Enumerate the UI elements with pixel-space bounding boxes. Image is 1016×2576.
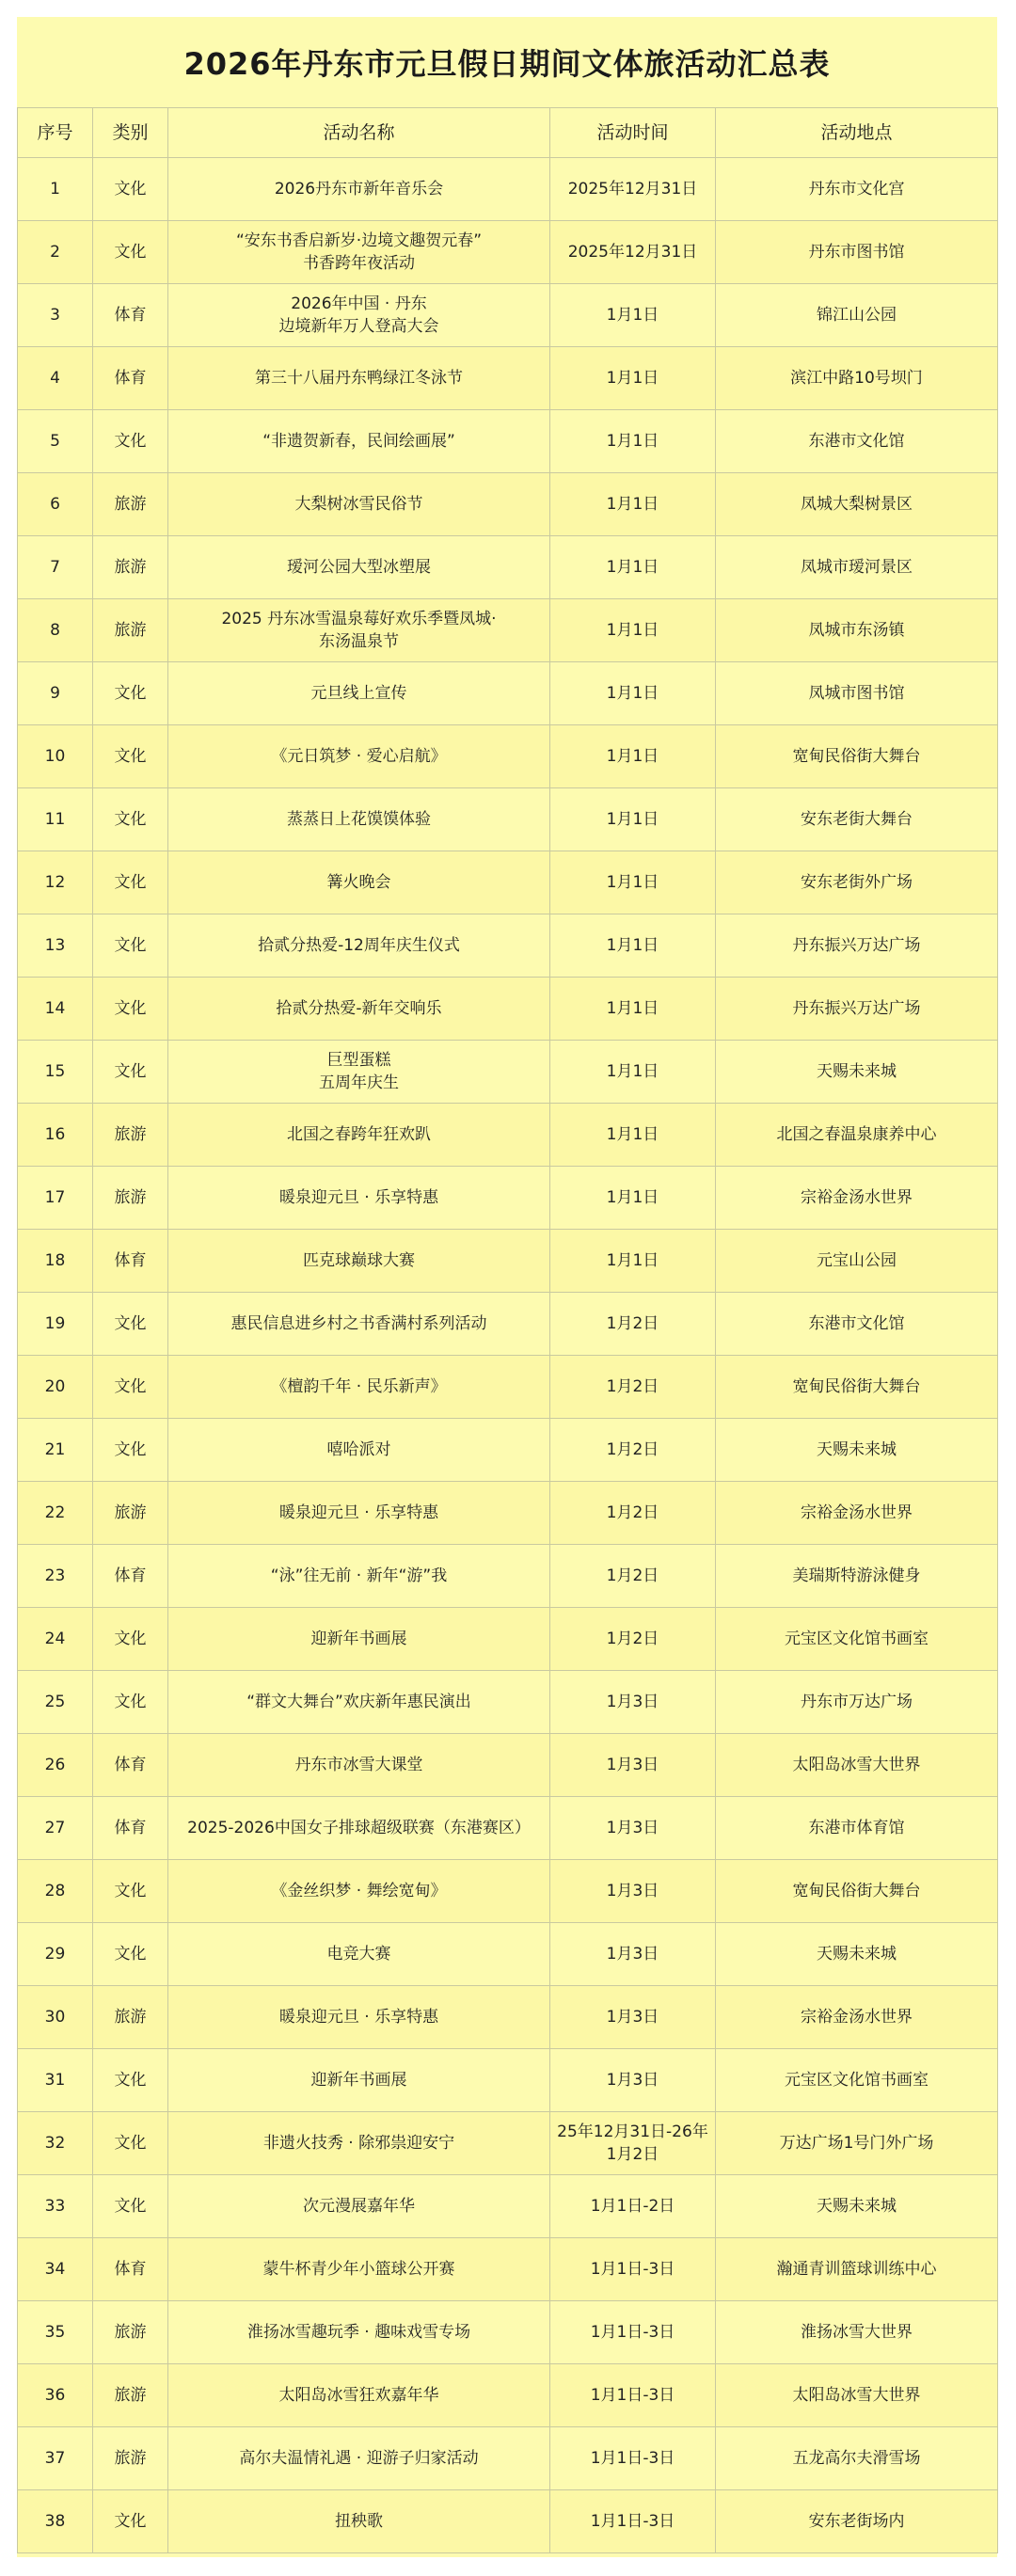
table-row: [18, 2112, 998, 2175]
row-activity-name: “群文大舞台”欢庆新年惠民演出: [168, 1671, 550, 1734]
row-activity-name: 电竞大赛: [168, 1923, 550, 1986]
row-category: 体育: [93, 2238, 168, 2301]
row-activity-time: 1月1日: [550, 788, 716, 851]
table-row: [18, 1167, 998, 1230]
row-activity-name: 瑷河公园大型冰塑展: [168, 536, 550, 599]
table-row: [18, 221, 998, 284]
row-category: 体育: [93, 1230, 168, 1293]
row-activity-location: 丹东市文化宫: [716, 158, 998, 221]
row-activity-time: 25年12月31日-26年1月2日: [550, 2112, 716, 2175]
row-activity-time: 1月1日: [550, 347, 716, 410]
row-index: 20: [18, 1356, 93, 1419]
row-category: 文化: [93, 1356, 168, 1419]
row-activity-location: 淮扬冰雪大世界: [716, 2301, 998, 2364]
row-activity-time: 1月1日: [550, 284, 716, 347]
table-row: [18, 1734, 998, 1797]
row-activity-location: 丹东振兴万达广场: [716, 978, 998, 1041]
row-activity-location: 凤城大梨树景区: [716, 473, 998, 536]
row-category: 文化: [93, 1419, 168, 1482]
row-activity-location: 天赐未来城: [716, 1041, 998, 1104]
table-row: [18, 1797, 998, 1860]
table-row: [18, 1545, 998, 1608]
row-activity-location: 元宝区文化馆书画室: [716, 2049, 998, 2112]
table-row: [18, 1230, 998, 1293]
table-row: [18, 851, 998, 914]
table-row: [18, 788, 998, 851]
row-category: 文化: [93, 662, 168, 725]
row-activity-name: 2026丹东市新年音乐会: [168, 158, 550, 221]
row-category: 文化: [93, 158, 168, 221]
table-row: [18, 1419, 998, 1482]
row-activity-time: 1月3日: [550, 1860, 716, 1923]
table-row: [18, 473, 998, 536]
row-index: 12: [18, 851, 93, 914]
header-activity-name: 活动名称: [168, 108, 550, 158]
row-index: 30: [18, 1986, 93, 2049]
row-activity-name: “非遗贺新春，民间绘画展”: [168, 410, 550, 473]
row-activity-name: 淮扬冰雪趣玩季 · 趣味戏雪专场: [168, 2301, 550, 2364]
row-category: 旅游: [93, 473, 168, 536]
row-category: 体育: [93, 1734, 168, 1797]
row-activity-time: 1月1日-3日: [550, 2427, 716, 2490]
table-row: [18, 2049, 998, 2112]
table-row: [18, 158, 998, 221]
table-header-row: [18, 108, 998, 158]
row-activity-time: 1月1日: [550, 536, 716, 599]
row-activity-time: 1月2日: [550, 1482, 716, 1545]
table-row: [18, 978, 998, 1041]
row-activity-time: 2025年12月31日: [550, 221, 716, 284]
row-index: 4: [18, 347, 93, 410]
row-activity-location: 安东老街大舞台: [716, 788, 998, 851]
row-index: 33: [18, 2175, 93, 2238]
table-row: [18, 1860, 998, 1923]
row-index: 23: [18, 1545, 93, 1608]
row-category: 旅游: [93, 1104, 168, 1167]
table-row: [18, 2238, 998, 2301]
row-category: 文化: [93, 1923, 168, 1986]
row-category: 文化: [93, 2049, 168, 2112]
row-category: 文化: [93, 1041, 168, 1104]
row-activity-location: 东港市文化馆: [716, 410, 998, 473]
row-category: 旅游: [93, 2364, 168, 2427]
row-activity-time: 1月2日: [550, 1293, 716, 1356]
row-activity-name: 次元漫展嘉年华: [168, 2175, 550, 2238]
row-index: 1: [18, 158, 93, 221]
row-activity-name: 巨型蛋糕 五周年庆生: [168, 1041, 550, 1104]
table-row: [18, 662, 998, 725]
row-activity-name: 太阳岛冰雪狂欢嘉年华: [168, 2364, 550, 2427]
row-activity-location: 宽甸民俗街大舞台: [716, 1356, 998, 1419]
row-activity-name: 篝火晚会: [168, 851, 550, 914]
table-row: [18, 2364, 998, 2427]
row-category: 文化: [93, 788, 168, 851]
row-activity-time: 1月1日-3日: [550, 2490, 716, 2553]
row-category: 旅游: [93, 536, 168, 599]
header-category: 类别: [93, 108, 168, 158]
table-row: [18, 599, 998, 662]
row-category: 旅游: [93, 1167, 168, 1230]
activity-table: [17, 107, 998, 2553]
table-row: [18, 410, 998, 473]
row-activity-time: 1月3日: [550, 1734, 716, 1797]
row-activity-location: 凤城市图书馆: [716, 662, 998, 725]
row-activity-time: 1月1日: [550, 1041, 716, 1104]
row-activity-location: 锦江山公园: [716, 284, 998, 347]
row-category: 文化: [93, 2175, 168, 2238]
row-activity-name: 迎新年书画展: [168, 2049, 550, 2112]
table-body: [18, 158, 998, 2553]
row-category: 旅游: [93, 2427, 168, 2490]
row-activity-time: 1月3日: [550, 1797, 716, 1860]
row-category: 文化: [93, 914, 168, 978]
row-activity-name: 非遗火技秀 · 除邪祟迎安宁: [168, 2112, 550, 2175]
row-category: 体育: [93, 1545, 168, 1608]
row-activity-time: 1月3日: [550, 2049, 716, 2112]
row-activity-name: 高尔夫温情礼遇 · 迎游子归家活动: [168, 2427, 550, 2490]
row-category: 文化: [93, 1860, 168, 1923]
row-activity-time: 1月1日: [550, 978, 716, 1041]
row-index: 32: [18, 2112, 93, 2175]
row-activity-location: 滨江中路10号坝门: [716, 347, 998, 410]
row-index: 21: [18, 1419, 93, 1482]
row-activity-time: 1月1日: [550, 725, 716, 788]
row-index: 17: [18, 1167, 93, 1230]
row-activity-time: 1月1日: [550, 1230, 716, 1293]
row-index: 10: [18, 725, 93, 788]
row-activity-name: 迎新年书画展: [168, 1608, 550, 1671]
table-row: [18, 284, 998, 347]
row-activity-name: 2025 丹东冰雪温泉莓好欢乐季暨凤城· 东汤温泉节: [168, 599, 550, 662]
row-activity-name: 元旦线上宣传: [168, 662, 550, 725]
table-row: [18, 914, 998, 978]
table-row: [18, 2490, 998, 2553]
table-row: [18, 2301, 998, 2364]
row-activity-time: 1月2日: [550, 1545, 716, 1608]
row-activity-time: 2025年12月31日: [550, 158, 716, 221]
row-activity-name: 拾贰分热爱-新年交响乐: [168, 978, 550, 1041]
row-activity-time: 1月1日: [550, 599, 716, 662]
row-index: 22: [18, 1482, 93, 1545]
row-activity-time: 1月1日-3日: [550, 2301, 716, 2364]
table-row: [18, 536, 998, 599]
row-activity-location: 北国之春温泉康养中心: [716, 1104, 998, 1167]
row-activity-time: 1月2日: [550, 1608, 716, 1671]
row-category: 文化: [93, 1608, 168, 1671]
row-activity-name: 匹克球巅球大赛: [168, 1230, 550, 1293]
row-index: 2: [18, 221, 93, 284]
page-title: 2026年丹东市元旦假日期间文体旅活动汇总表: [183, 46, 831, 82]
row-index: 13: [18, 914, 93, 978]
row-activity-time: 1月3日: [550, 1986, 716, 2049]
row-activity-name: 蒙牛杯青少年小篮球公开赛: [168, 2238, 550, 2301]
table-row: [18, 1293, 998, 1356]
row-activity-time: 1月1日: [550, 1167, 716, 1230]
row-activity-name: 《元日筑梦 · 爱心启航》: [168, 725, 550, 788]
row-activity-location: 宽甸民俗街大舞台: [716, 1860, 998, 1923]
row-activity-location: 丹东市图书馆: [716, 221, 998, 284]
row-activity-name: 2026年中国 · 丹东 边境新年万人登高大会: [168, 284, 550, 347]
row-index: 35: [18, 2301, 93, 2364]
row-activity-location: 安东老街场内: [716, 2490, 998, 2553]
header-activity-location: 活动地点: [716, 108, 998, 158]
row-index: 8: [18, 599, 93, 662]
row-activity-name: 第三十八届丹东鸭绿江冬泳节: [168, 347, 550, 410]
row-activity-name: 大梨树冰雪民俗节: [168, 473, 550, 536]
row-activity-name: 扭秧歌: [168, 2490, 550, 2553]
row-category: 体育: [93, 1797, 168, 1860]
row-activity-name: 惠民信息进乡村之书香满村系列活动: [168, 1293, 550, 1356]
row-activity-name: “安东书香启新岁·边境文趣贺元春” 书香跨年夜活动: [168, 221, 550, 284]
row-activity-location: 宗裕金汤水世界: [716, 1167, 998, 1230]
row-activity-name: 《檀韵千年 · 民乐新声》: [168, 1356, 550, 1419]
table-row: [18, 725, 998, 788]
row-index: 16: [18, 1104, 93, 1167]
row-activity-location: 宗裕金汤水世界: [716, 1482, 998, 1545]
row-activity-name: 暖泉迎元旦 · 乐享特惠: [168, 1986, 550, 2049]
table-row: [18, 347, 998, 410]
row-index: 27: [18, 1797, 93, 1860]
row-activity-name: 拾贰分热爱-12周年庆生仪式: [168, 914, 550, 978]
row-index: 14: [18, 978, 93, 1041]
row-category: 体育: [93, 284, 168, 347]
row-activity-name: 暖泉迎元旦 · 乐享特惠: [168, 1482, 550, 1545]
row-activity-location: 天赐未来城: [716, 1419, 998, 1482]
row-index: 19: [18, 1293, 93, 1356]
row-index: 7: [18, 536, 93, 599]
row-activity-time: 1月1日-3日: [550, 2238, 716, 2301]
row-activity-location: 万达广场1号门外广场: [716, 2112, 998, 2175]
row-activity-location: 凤城市瑷河景区: [716, 536, 998, 599]
row-index: 24: [18, 1608, 93, 1671]
row-activity-name: “泳”往无前 · 新年“游”我: [168, 1545, 550, 1608]
row-activity-time: 1月2日: [550, 1419, 716, 1482]
row-category: 旅游: [93, 2301, 168, 2364]
row-index: 26: [18, 1734, 93, 1797]
row-index: 37: [18, 2427, 93, 2490]
row-category: 文化: [93, 851, 168, 914]
row-activity-location: 宗裕金汤水世界: [716, 1986, 998, 2049]
row-category: 旅游: [93, 1986, 168, 2049]
row-index: 9: [18, 662, 93, 725]
row-activity-time: 1月1日-2日: [550, 2175, 716, 2238]
row-activity-location: 瀚通青训篮球训练中心: [716, 2238, 998, 2301]
row-activity-time: 1月1日: [550, 1104, 716, 1167]
row-index: 3: [18, 284, 93, 347]
table-row: [18, 1671, 998, 1734]
row-category: 文化: [93, 978, 168, 1041]
row-index: 28: [18, 1860, 93, 1923]
row-index: 36: [18, 2364, 93, 2427]
row-index: 11: [18, 788, 93, 851]
row-activity-location: 美瑞斯特游泳健身: [716, 1545, 998, 1608]
row-activity-location: 元宝区文化馆书画室: [716, 1608, 998, 1671]
header-index: 序号: [18, 108, 93, 158]
row-activity-time: 1月1日: [550, 410, 716, 473]
row-activity-time: 1月3日: [550, 1671, 716, 1734]
table-row: [18, 1923, 998, 1986]
row-category: 文化: [93, 725, 168, 788]
row-activity-location: 东港市体育馆: [716, 1797, 998, 1860]
row-activity-time: 1月1日: [550, 914, 716, 978]
row-activity-time: 1月3日: [550, 1923, 716, 1986]
row-activity-location: 太阳岛冰雪大世界: [716, 1734, 998, 1797]
row-activity-location: 五龙高尔夫滑雪场: [716, 2427, 998, 2490]
table-row: [18, 2175, 998, 2238]
row-activity-name: 《金丝织梦 · 舞绘宽甸》: [168, 1860, 550, 1923]
row-index: 38: [18, 2490, 93, 2553]
summary-sheet: [17, 17, 997, 2557]
row-activity-location: 宽甸民俗街大舞台: [716, 725, 998, 788]
table-row: [18, 1608, 998, 1671]
row-category: 体育: [93, 347, 168, 410]
table-row: [18, 2427, 998, 2490]
row-activity-location: 东港市文化馆: [716, 1293, 998, 1356]
row-activity-time: 1月1日: [550, 473, 716, 536]
row-index: 25: [18, 1671, 93, 1734]
row-activity-location: 天赐未来城: [716, 2175, 998, 2238]
table-row: [18, 1356, 998, 1419]
table-row: [18, 1482, 998, 1545]
row-activity-time: 1月1日: [550, 851, 716, 914]
row-activity-name: 北国之春跨年狂欢趴: [168, 1104, 550, 1167]
row-index: 18: [18, 1230, 93, 1293]
row-index: 34: [18, 2238, 93, 2301]
row-category: 文化: [93, 2112, 168, 2175]
row-category: 文化: [93, 221, 168, 284]
row-category: 文化: [93, 410, 168, 473]
row-category: 文化: [93, 1293, 168, 1356]
table-row: [18, 1986, 998, 2049]
row-activity-location: 太阳岛冰雪大世界: [716, 2364, 998, 2427]
row-activity-name: 蒸蒸日上花馍馍体验: [168, 788, 550, 851]
row-activity-name: 丹东市冰雪大课堂: [168, 1734, 550, 1797]
row-activity-time: 1月2日: [550, 1356, 716, 1419]
row-index: 5: [18, 410, 93, 473]
row-activity-location: 天赐未来城: [716, 1923, 998, 1986]
header-activity-time: 活动时间: [550, 108, 716, 158]
row-category: 旅游: [93, 599, 168, 662]
row-index: 6: [18, 473, 93, 536]
row-index: 31: [18, 2049, 93, 2112]
row-category: 文化: [93, 1671, 168, 1734]
row-category: 文化: [93, 2490, 168, 2553]
row-activity-location: 丹东市万达广场: [716, 1671, 998, 1734]
row-activity-name: 嘻哈派对: [168, 1419, 550, 1482]
row-category: 旅游: [93, 1482, 168, 1545]
row-index: 29: [18, 1923, 93, 1986]
row-activity-time: 1月1日-3日: [550, 2364, 716, 2427]
row-index: 15: [18, 1041, 93, 1104]
row-activity-location: 凤城市东汤镇: [716, 599, 998, 662]
table-row: [18, 1041, 998, 1104]
row-activity-location: 安东老街外广场: [716, 851, 998, 914]
row-activity-name: 2025-2026中国女子排球超级联赛（东港赛区）: [168, 1797, 550, 1860]
row-activity-time: 1月1日: [550, 662, 716, 725]
row-activity-location: 丹东振兴万达广场: [716, 914, 998, 978]
row-activity-location: 元宝山公园: [716, 1230, 998, 1293]
row-activity-name: 暖泉迎元旦 · 乐享特惠: [168, 1167, 550, 1230]
table-row: [18, 1104, 998, 1167]
